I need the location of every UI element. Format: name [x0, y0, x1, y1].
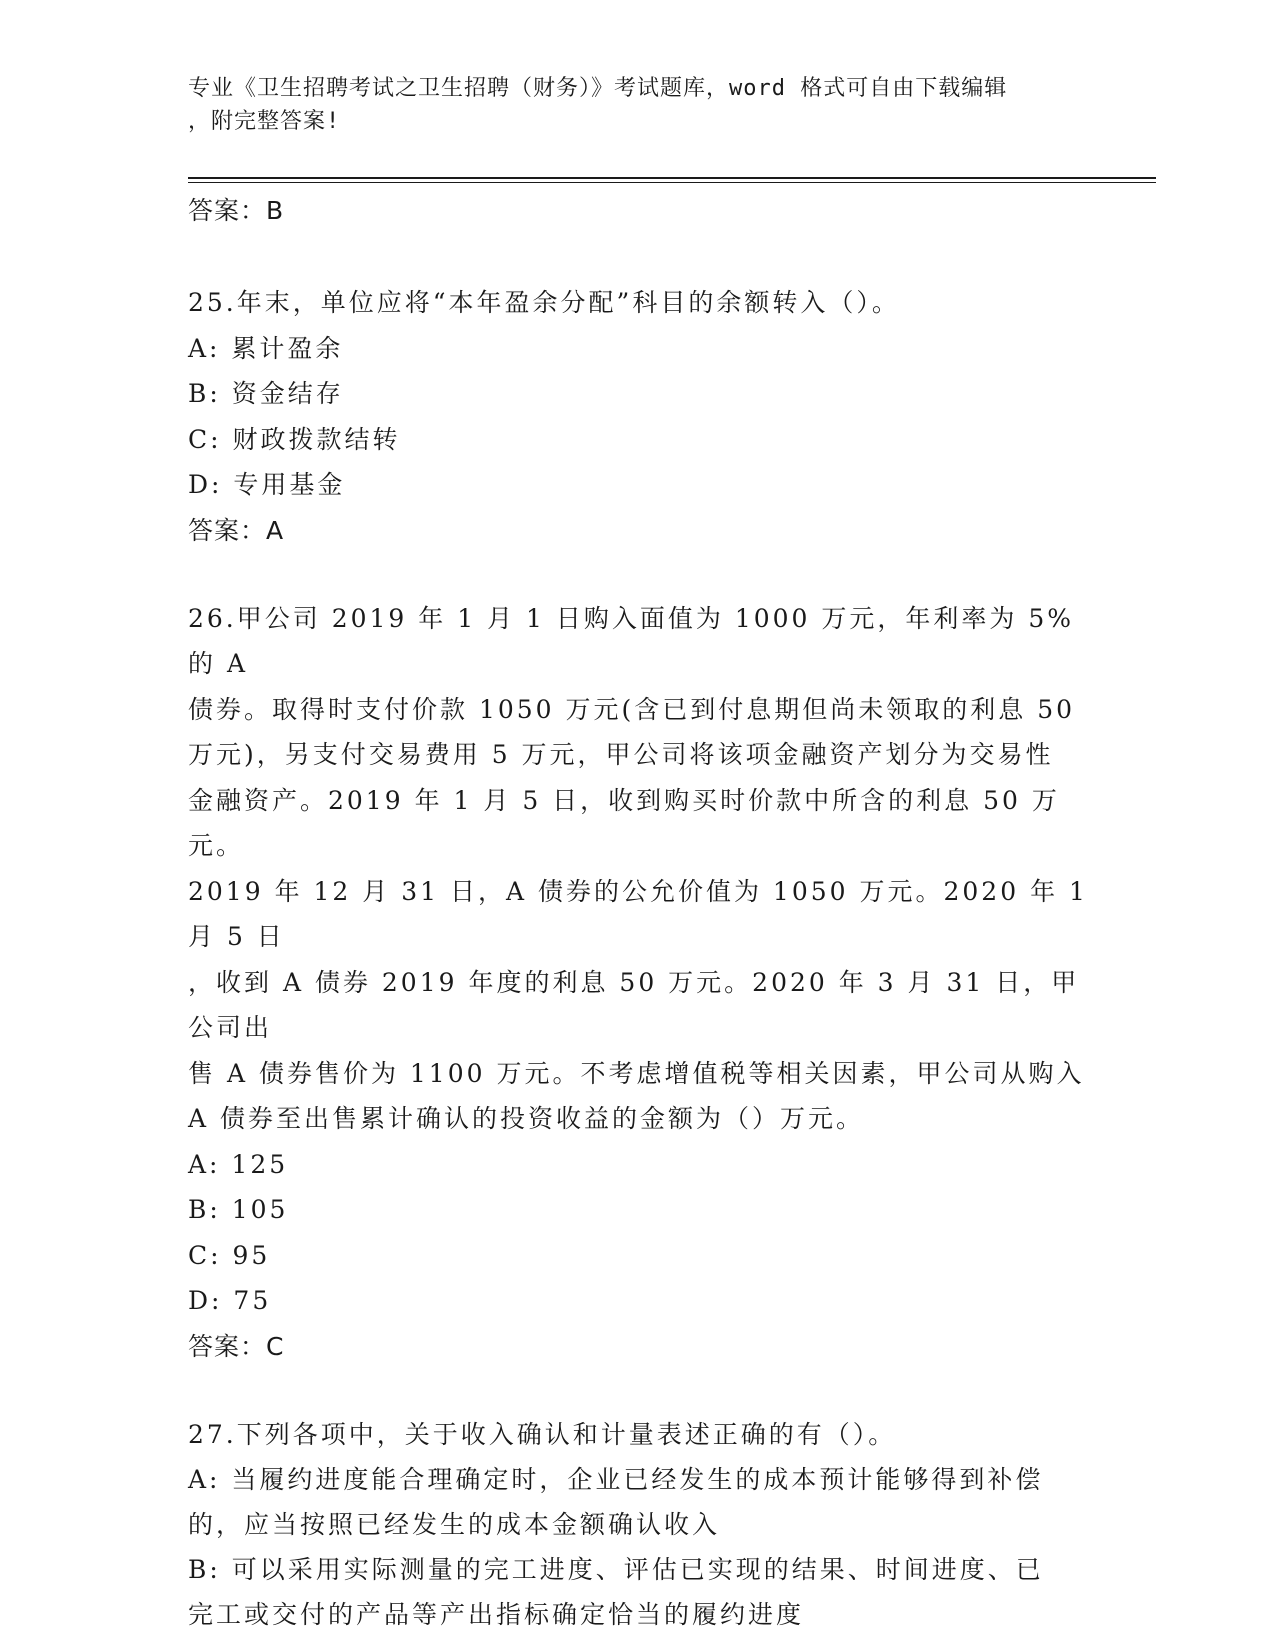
option-b-line-1: B: 可以采用实际测量的完工进度、评估已实现的结果、时间进度、已 [188, 1555, 1044, 1584]
header-title-line-1: 专业《卫生招聘考试之卫生招聘（财务）》考试题库，word 格式可自由下载编辑 [188, 76, 1008, 101]
question-text-line: 金融资产。2019 年 1 月 5 日，收到购买时价款中所含的利息 50 万元。 [188, 785, 1060, 860]
option-a: A: 累计盈余 [188, 333, 344, 363]
question-text: 25.年末，单位应将“本年盈余分配”科目的余额转入（）。 [188, 288, 900, 317]
header-divider [188, 177, 1156, 179]
header-divider-thin [188, 182, 1156, 183]
question-text-line: A 债券至出售累计确认的投资收益的金额为（）万元。 [188, 1104, 865, 1133]
question-26 [188, 596, 1088, 1370]
answer-line: 答案：A [188, 515, 285, 545]
question-25 [188, 280, 1088, 554]
question-text-line: 万元)，另支付交易费用 5 万元，甲公司将该项金融资产划分为交易性 [188, 740, 1054, 769]
option-a: A: 125 [188, 1149, 289, 1179]
question-27 [188, 1412, 1088, 1638]
option-a-line-1: A: 当履约进度能合理确定时，企业已经发生的成本预计能够得到补偿 [188, 1465, 1044, 1494]
document-header [188, 72, 1088, 138]
question-text-line: 26.甲公司 2019 年 1 月 1 日购入面值为 1000 万元，年利率为 5%的 A [188, 603, 1074, 678]
answer-line: 答案：B [188, 196, 285, 225]
answer-line: 答案：C [188, 1331, 285, 1361]
question-text-line: 2019 年 12 月 31 日，A 债券的公允价值为 1050 万元。2020 年 1 月 5 日 [188, 876, 1088, 951]
option-b: B: 105 [188, 1195, 289, 1224]
option-b-line-2: 完工或交付的产品等产出指标确定恰当的履约进度 [188, 1600, 805, 1629]
question-text-line: 售 A 债券售价为 1100 万元。不考虑增值税等相关因素，甲公司从购入 [188, 1058, 1085, 1088]
option-d: D: 专用基金 [188, 470, 346, 499]
header-title-line-2: ，附完整答案! [188, 109, 341, 134]
option-a-line-2: 的，应当按照已经发生的成本金额确认收入 [188, 1510, 721, 1539]
option-d: D: 75 [188, 1286, 272, 1315]
question-text-line: 债券。取得时支付价款 1050 万元(含已到付息期但尚未领取的利息 50 [188, 694, 1076, 724]
question-list [188, 188, 1088, 1637]
question-text: 27.下列各项中，关于收入确认和计量表述正确的有（）。 [188, 1419, 897, 1449]
option-c: C: 财政拨款结转 [188, 424, 401, 454]
option-c: C: 95 [188, 1240, 271, 1270]
option-b: B: 资金结存 [188, 379, 344, 408]
question-text-line: ，收到 A 债券 2019 年度的利息 50 万元。2020 年 3 月 31 日，甲公司出 [188, 967, 1080, 1042]
